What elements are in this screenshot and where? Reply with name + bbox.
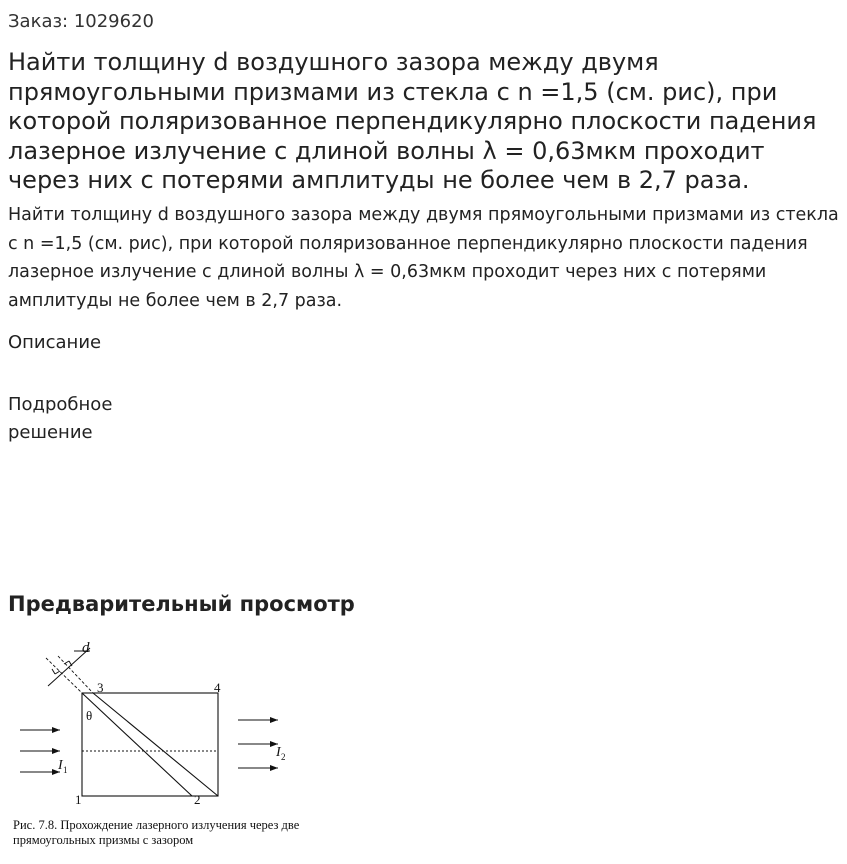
d-arrow-lower <box>52 669 60 674</box>
task-description: Найти толщину d воздушного зазора между двумя прямоугольными призмами из стекла с n =1,5 (см. рис), при которой поляризованное перпендикулярно плоскости падения лазерное излучение с длиной волны λ = 0,63мкм проходит через них с потерями амплитуды не более чем в 2,7 раза. <box>8 205 839 312</box>
gap-face-upper <box>93 693 218 796</box>
preview-heading: Предварительный просмотр <box>8 592 355 616</box>
vertex-label-3: 3 <box>97 680 104 695</box>
vertex-label-1: 1 <box>75 792 82 807</box>
prism-figure <box>8 636 308 858</box>
gap-face-lower <box>82 693 192 796</box>
label-d: d <box>82 640 90 656</box>
page-title: Найти толщину d воздушного зазора между двумя прямоугольными призмами из стекла с n =1,5 (см. рис), при которой поляризованное перпендикулярно плоскости падения лазерное излучение с длиной волны λ = 0,63мкм проходит через них с потерями амплитуды не более чем в 2,7 раза. <box>8 48 817 194</box>
solution-label: Подробное решение <box>8 394 113 443</box>
intensity-label-in-sub: 1 <box>63 765 68 775</box>
vertex-label-4: 4 <box>214 680 221 695</box>
prism-diagram <box>8 636 308 821</box>
order-number: Заказ: 1029620 <box>8 11 154 32</box>
label-theta: θ <box>86 708 93 723</box>
intensity-label-in: I <box>58 758 63 773</box>
intensity-label-out-sub: 2 <box>281 752 286 762</box>
vertex-label-2: 2 <box>194 792 201 807</box>
prism-outline <box>82 693 218 796</box>
description-label: Описание <box>8 332 102 353</box>
figure-caption: Рис. 7.8. Прохождение лазерного излучения через две прямоугольных призмы с зазором <box>13 818 300 847</box>
intensity-label-out: I <box>276 745 281 760</box>
